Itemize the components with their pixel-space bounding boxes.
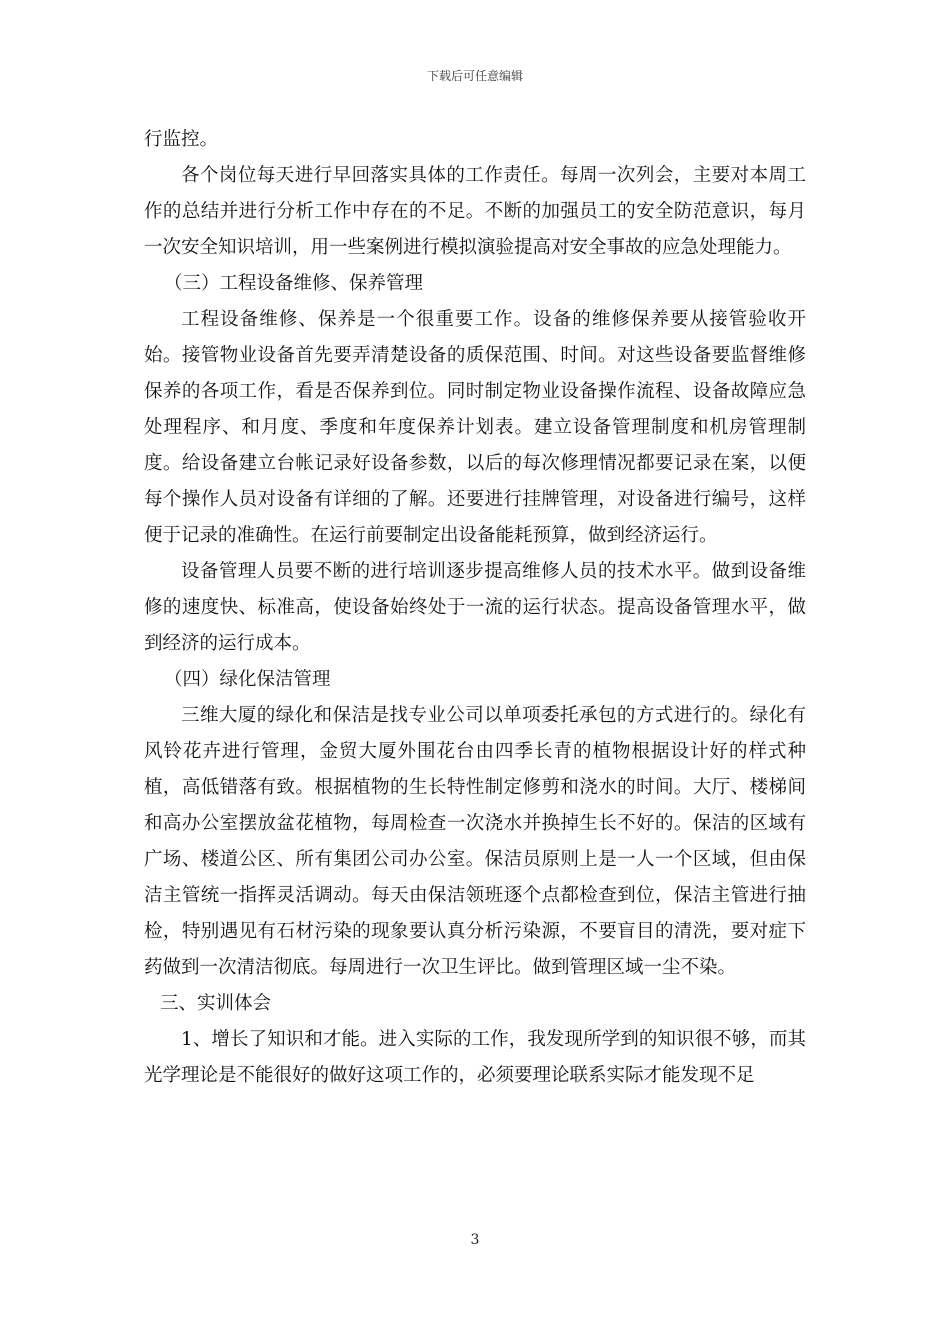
paragraph-equipment-maintenance: 工程设备维修、保养是一个很重要工作。设备的维修保养要从接管验收开始。接管物业设备首先要弄清楚设备的质保范围、时间。对这些设备要监督维修保养的各项工作，看是否保养到位。同时制定物业设备操作流程、设备故障应急处理程序、和月度、季度和年度保养计划表。建立设备管理制度和机房管理制度。给设备建立台帐记录好设备参数，以后的每次修理情况都要记录在案，以便每个操作人员对设备有详细的了解。还要进行挂牌管理，对设备进行编号，这样便于记录的准确性。在运行前要制定出设备能耗预算，做到经济运行。	[144, 309, 806, 546]
section-heading-greening: （四）绿化保洁管理	[164, 669, 331, 690]
paragraph-greening-cleaning: 三维大厦的绿化和保洁是找专业公司以单项委托承包的方式进行的。绿化有风铃花卉进行管理，金贸大厦外围花台由四季长青的植物根据设计好的样式种植，高低错落有致。根据植物的生长特性制定修剪和浇水的时间。大厅、楼梯间和高办公室摆放盆花植物，每周检查一次浇水并换掉生长不好的。保洁的区域有广场、楼道公区、所有集团公司办公室。保洁员原则上是一人一个区域，但由保洁主管统一指挥灵活调动。每天由保洁领班逐个点都检查到位，保洁主管进行抽检，特别遇见有石材污染的现象要认真分析污染源，不要盲目的清洗，要对症下药做到一次清洁彻底。每周进行一次卫生评比。做到管理区域一尘不染。	[144, 705, 806, 978]
paragraph-responsibility: 各个岗位每天进行早回落实具体的工作责任。每周一次列会，主要对本周工作的总结并进行分析工作中存在的不足。不断的加强员工的安全防范意识，每月一次安全知识培训，用一些案例进行模拟演验提高对安全事故的应急处理能力。	[144, 165, 806, 258]
page-number: 3	[470, 1232, 480, 1248]
paragraph-continuation: 行监控。	[144, 129, 219, 150]
paragraph-equipment-training: 设备管理人员要不断的进行培训逐步提高维修人员的技术水平。做到设备维修的速度快、标准高，使设备始终处于一流的运行状态。提高设备管理水平，做到经济的运行成本。	[144, 561, 806, 654]
section-heading-experience: 三、实训体会	[160, 993, 272, 1014]
page-header: 下载后可任意编辑	[426, 69, 523, 83]
paragraph-experience-knowledge: 1、增长了知识和才能。进入实际的工作，我发现所学到的知识很不够，而其光学理论是不能很好的做好这项工作的，必须要理论联系实际才能发现不足	[144, 1029, 806, 1086]
section-heading-equipment: （三）工程设备维修、保养管理	[164, 273, 424, 294]
document-body	[144, 122, 806, 1094]
